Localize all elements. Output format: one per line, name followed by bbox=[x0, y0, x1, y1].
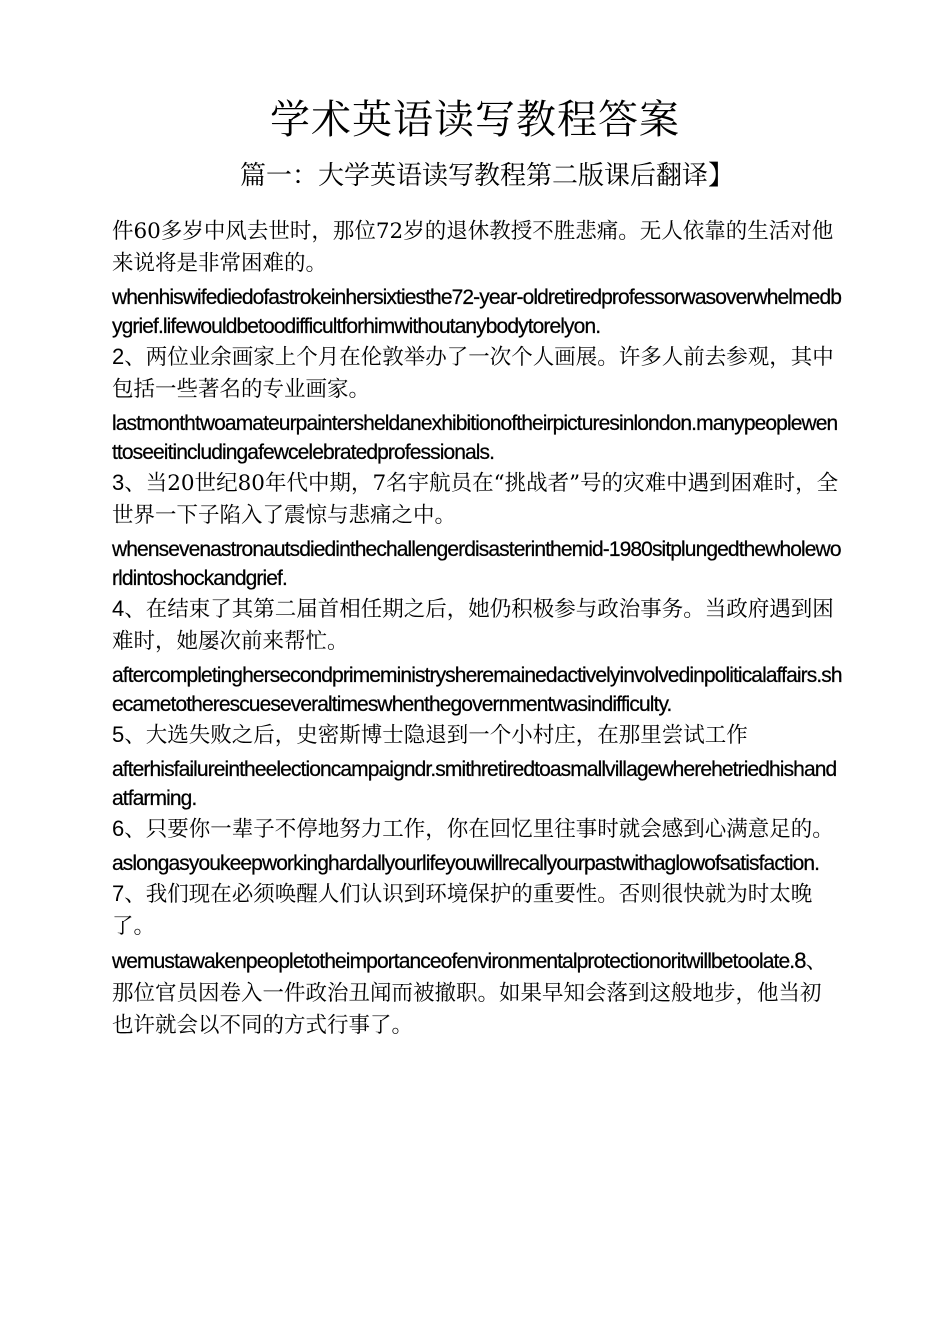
english-translation: lastmonthtwoamateurpaintersheldanexhibitionoftheirpicturesinlondon.manypeoplewenttoseeitincludingafewcelebratedprofessionals. bbox=[112, 412, 838, 464]
chinese-sentence: 4、在结束了其第二届首相任期之后，她仍积极参与政治事务。当政府遇到困难时，她屡次前来帮忙。 bbox=[112, 596, 834, 654]
item-number: 2 bbox=[112, 344, 125, 369]
chinese-sentence: 7、我们现在必须唤醒人们认识到环境保护的重要性。否则很快就为时太晚了。 bbox=[112, 881, 813, 939]
chinese-sentence: 5、大选失败之后，史密斯博士隐退到一个小村庄，在那里尝试工作 bbox=[112, 722, 748, 748]
english-translation: wemustawakenpeopletotheimportanceofenvironmentalprotectionoritwillbetoolate.8、那位官员因卷入一件政治丑闻而被撤职。如果早知会落到这般地步，他当初也许就会以不同的方式行事了。 bbox=[112, 948, 828, 1038]
item-number: 8 bbox=[794, 948, 806, 973]
chinese-sentence: 、那位官员因卷入一件政治丑闻而被撤职。如果早知会落到这般地步，他当初也许就会以不同的方式行事了。 bbox=[112, 949, 828, 1038]
english-translation: aftercompletinghersecondprimeministrysheremainedactivelyinvolvedinpoliticalaffairs.shecametotherescueseveraltimeswhenthegovernmentwasindifficulty. bbox=[112, 664, 842, 716]
english-translation: whenhiswifediedofastrokeinhersixtiesthe72-year-oldretiredprofessorwasoverwhelmedbygrief.lifewouldbetoodifficultforhimwithoutanybodytorelyon. bbox=[112, 286, 842, 338]
translation-item-7 bbox=[112, 878, 842, 1042]
chinese-sentence: 6、只要你一辈子不停地努力工作，你在回忆里往事时就会感到心满意足的。 bbox=[112, 816, 834, 842]
chinese-sentence: 件60多岁中风去世时，那位72岁的退休教授不胜悲痛。无人依靠的生活对他来说将是非常困难的。 bbox=[112, 219, 834, 276]
translation-item-2 bbox=[112, 341, 842, 467]
item-number: 7 bbox=[112, 881, 125, 906]
translation-item-4 bbox=[112, 593, 842, 719]
item-number: 5 bbox=[112, 722, 125, 747]
translation-item-6 bbox=[112, 813, 842, 878]
chinese-sentence: 2、两位业余画家上个月在伦敦举办了一次个人画展。许多人前去参观，其中包括一些著名的专业画家。 bbox=[112, 344, 834, 402]
item-number: 3 bbox=[112, 470, 125, 495]
translation-item-3 bbox=[112, 467, 842, 593]
translation-item-1 bbox=[112, 216, 842, 341]
chinese-sentence: 3、当20世纪80年代中期，7名宇航员在“挑战者”号的灾难中遇到困难时，全世界一下子陷入了震惊与悲痛之中。 bbox=[112, 470, 839, 528]
english-translation: afterhisfailureintheelectioncampaigndr.smithretiredtoasmallvillagewherehetriedhishandatfarming. bbox=[112, 758, 837, 810]
document-title: 学术英语读写教程答案 bbox=[270, 97, 680, 143]
english-translation: whensevenastronautsdiedinthechallengerdisasterinthemid-1980sitplungedthewholeworldintoshockandgrief. bbox=[112, 538, 841, 590]
document-body bbox=[112, 216, 842, 1042]
translation-item-5 bbox=[112, 719, 842, 813]
document-subtitle: 篇一：大学英语读写教程第二版课后翻译】 bbox=[239, 161, 734, 191]
english-translation: aslongasyoukeepworkinghardallyourlifeyouwillrecallyourpastwithaglowofsatisfaction. bbox=[112, 852, 820, 875]
item-number: 4 bbox=[112, 596, 125, 621]
item-number: 6 bbox=[112, 816, 125, 841]
